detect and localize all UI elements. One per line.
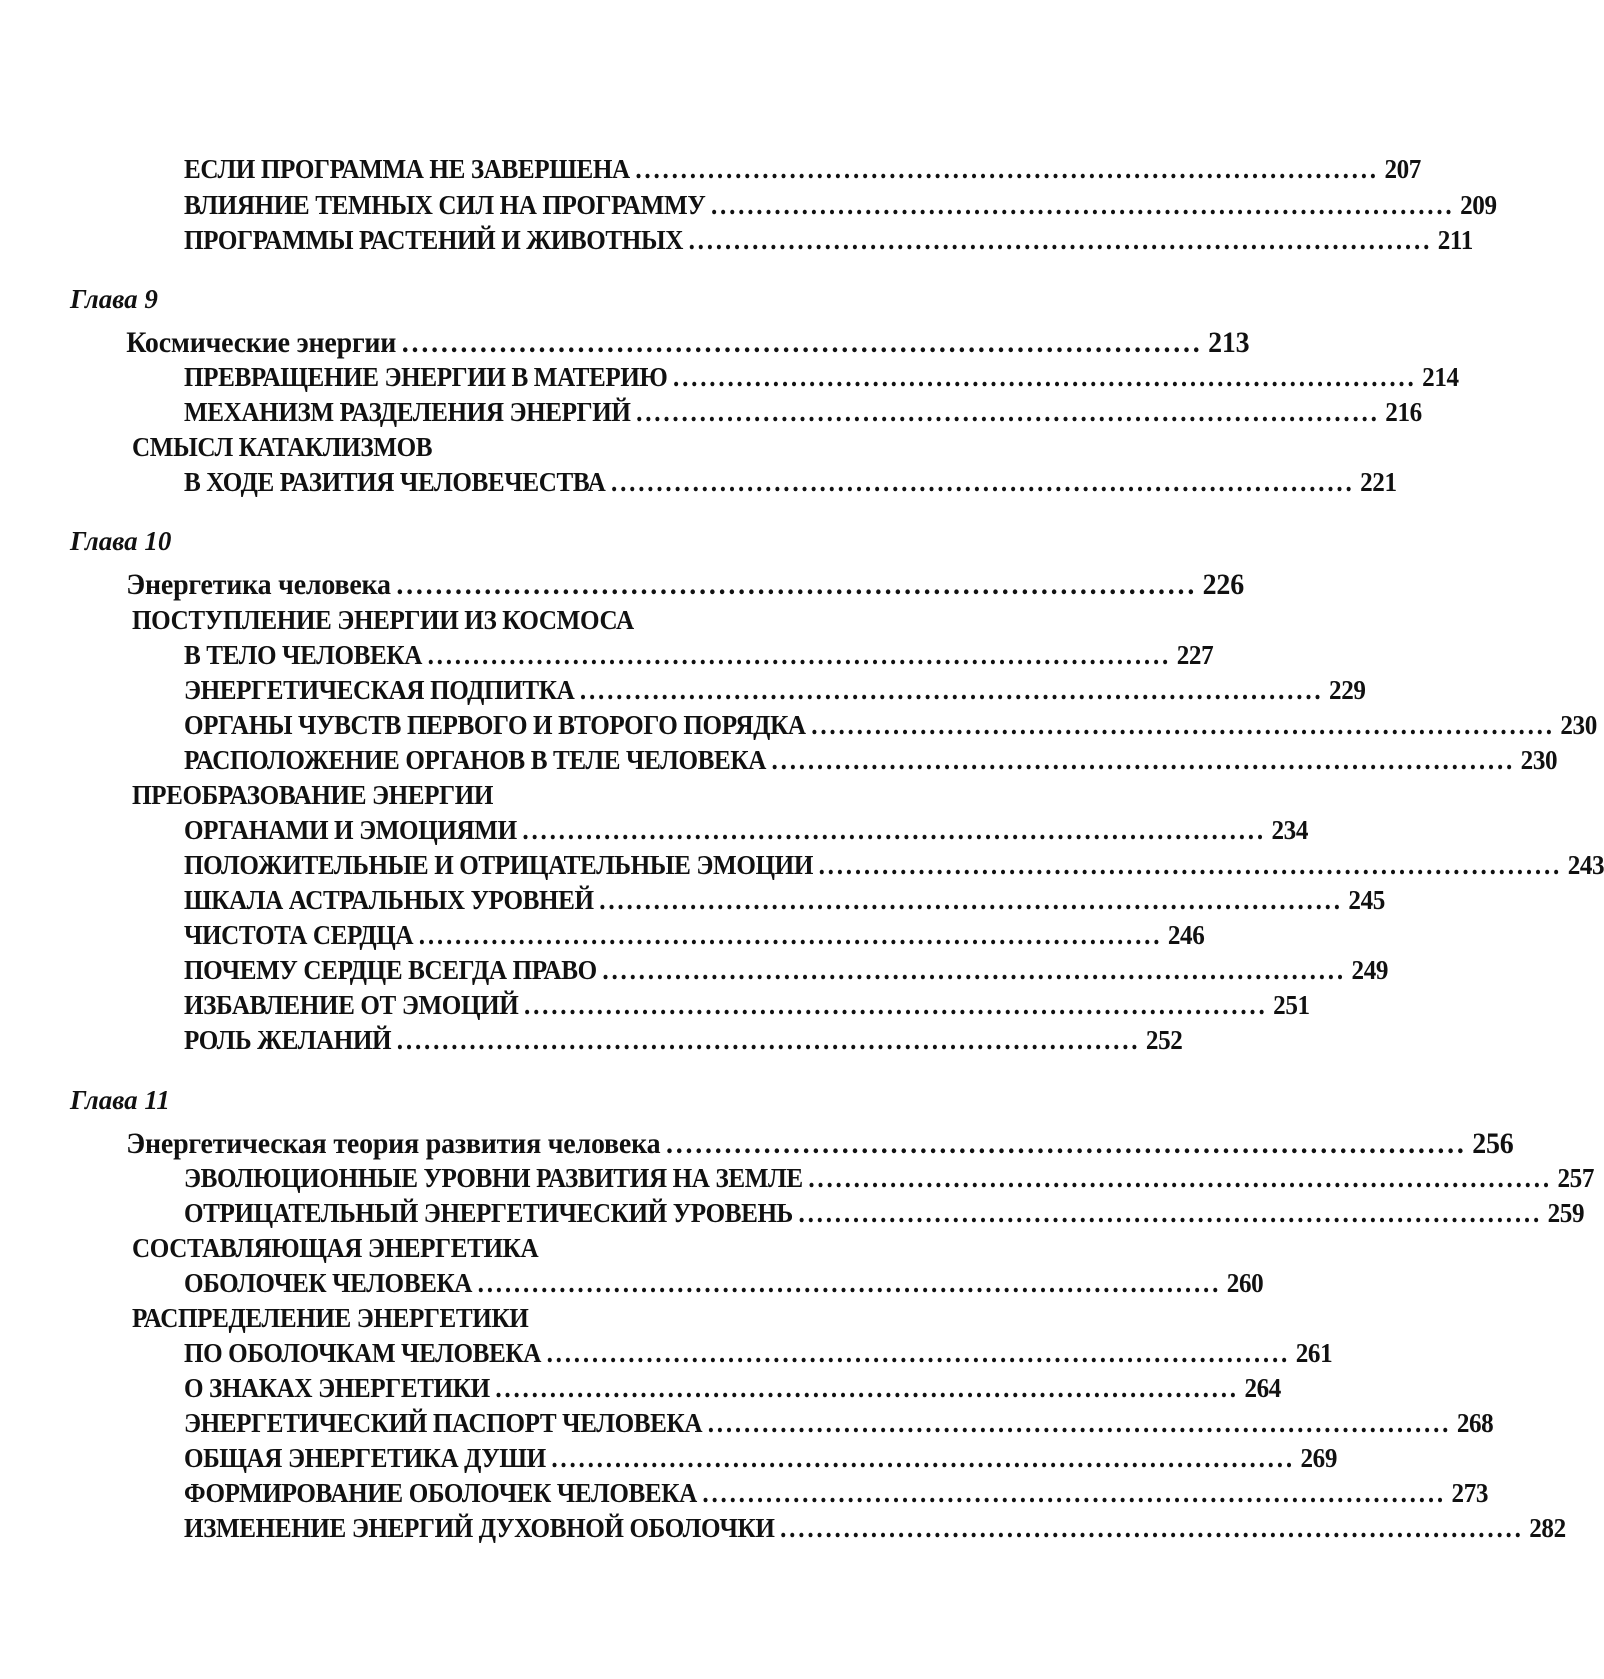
- toc-entry: [183, 850, 1604, 881]
- toc-entry-title: ВЛИЯНИЕ ТЕМНЫХ СИЛ НА ПРОГРАММУ: [183, 190, 706, 220]
- toc-entry-page: 221: [1360, 467, 1397, 497]
- dot-leader: ..................................................................................: [673, 362, 1417, 392]
- dot-leader: ..................................................................................: [636, 397, 1380, 427]
- toc-entry-title: ИЗБАВЛЕНИЕ ОТ ЭМОЦИЙ: [183, 990, 519, 1020]
- toc-entry-title: ОРГАНЫ ЧУВСТВ ПЕРВОГО И ВТОРОГО ПОРЯДКА: [183, 710, 806, 740]
- toc-entry: [183, 745, 1558, 776]
- toc-entry: [183, 225, 1473, 256]
- dot-leader: ..................................................................................: [707, 1408, 1452, 1438]
- toc-entry: [183, 710, 1597, 741]
- dot-leader: ..................................................................................: [771, 745, 1516, 775]
- dot-leader: ..................................................................................: [780, 1513, 1524, 1543]
- toc-entry-title: МЕХАНИЗМ РАЗДЕЛЕНИЯ ЭНЕРГИЙ: [183, 397, 631, 427]
- chapter-11-heading: [126, 1127, 1514, 1161]
- toc-entry-page: 261: [1295, 1338, 1333, 1368]
- toc-entry-title: РОЛЬ ЖЕЛАНИЙ: [183, 1025, 392, 1055]
- toc-entry-page: 211: [1437, 225, 1473, 255]
- toc-entry: [183, 1163, 1595, 1194]
- toc-entry-page: 230: [1560, 710, 1597, 740]
- toc-entry-page: 260: [1226, 1268, 1264, 1298]
- chapter-11-label: Глава 11: [70, 1085, 170, 1115]
- dot-leader: ..................................................................................: [418, 920, 1163, 950]
- toc-entry-title: ЭНЕРГЕТИЧЕСКИЙ ПАСПОРТ ЧЕЛОВЕКА: [183, 1408, 703, 1438]
- toc-entry-title: РАСПОЛОЖЕНИЕ ОРГАНОВ В ТЕЛЕ ЧЕЛОВЕКА: [183, 745, 766, 775]
- dot-leader: ..................................................................................: [427, 640, 1172, 670]
- toc-entry: [183, 1443, 1338, 1474]
- toc-entry-title: ОБОЛОЧЕК ЧЕЛОВЕКА: [183, 1268, 473, 1298]
- toc-entry-title: ОБЩАЯ ЭНЕРГЕТИКА ДУШИ: [183, 1443, 546, 1473]
- toc-entry-title: ПОЧЕМУ СЕРДЦЕ ВСЕГДА ПРАВО: [183, 955, 597, 985]
- dot-leader: ..................................................................................: [551, 1443, 1295, 1473]
- toc-entry-page: 245: [1348, 885, 1385, 915]
- toc-entry-title: ПОЛОЖИТЕЛЬНЫЕ И ОТРИЦАТЕЛЬНЫЕ ЭМОЦИИ: [183, 850, 813, 880]
- toc-entry-first-line: РАСПРЕДЕЛЕНИЕ ЭНЕРГЕТИКИ: [132, 1303, 529, 1333]
- toc-entry-page: 259: [1547, 1198, 1585, 1228]
- toc-entry-page: 207: [1384, 154, 1421, 184]
- chapter-heading-title: Энергетическая теория развития человека: [126, 1127, 661, 1160]
- toc-entry-title: ПРЕВРАЩЕНИЕ ЭНЕРГИИ В МАТЕРИЮ: [183, 362, 668, 392]
- toc-entry-title: ЭНЕРГЕТИЧЕСКАЯ ПОДПИТКА: [183, 675, 575, 705]
- toc-entry: [183, 467, 1397, 498]
- toc-entry: [183, 362, 1459, 393]
- toc-entry: [183, 1408, 1494, 1439]
- toc-entry-page: 268: [1456, 1408, 1494, 1438]
- dot-leader: ..................................................................................: [522, 815, 1266, 845]
- chapter-9-label: Глава 9: [70, 284, 158, 314]
- toc-entry-first-line: ПОСТУПЛЕНИЕ ЭНЕРГИИ ИЗ КОСМОСА: [132, 605, 634, 635]
- toc-entry: [183, 1373, 1282, 1404]
- chapter-heading-page: 256: [1472, 1127, 1514, 1160]
- toc-entry: [183, 190, 1497, 221]
- toc-entry: [183, 920, 1205, 951]
- toc-entry-title: ЕСЛИ ПРОГРАММА НЕ ЗАВЕРШЕНА: [183, 154, 630, 184]
- dot-leader: ..................................................................................: [688, 225, 1433, 255]
- toc-entry: [183, 1198, 1585, 1229]
- toc-entry-title: ПРОГРАММЫ РАСТЕНИЙ И ЖИВОТНЫХ: [183, 225, 684, 255]
- dot-leader: ..................................................................................: [702, 1478, 1446, 1508]
- toc-entry-page: 246: [1167, 920, 1205, 950]
- toc-entry: [183, 955, 1389, 986]
- dot-leader: ..................................................................................: [495, 1373, 1239, 1403]
- dot-leader: ..................................................................................: [665, 1127, 1467, 1160]
- dot-leader: ..................................................................................: [610, 467, 1355, 497]
- toc-entry-page: 249: [1351, 955, 1389, 985]
- toc-entry-title: ФОРМИРОВАНИЕ ОБОЛОЧЕК ЧЕЛОВЕКА: [183, 1478, 697, 1508]
- chapter-heading-page: 213: [1208, 326, 1250, 359]
- toc-entry-page: 209: [1460, 190, 1497, 220]
- toc-entry-page: 264: [1244, 1373, 1282, 1403]
- toc-entry-title: О ЗНАКАХ ЭНЕРГЕТИКИ: [183, 1373, 490, 1403]
- dot-leader: ..................................................................................: [401, 326, 1203, 359]
- toc-entry-page: 251: [1273, 990, 1310, 1020]
- chapter-9-heading: [126, 326, 1250, 360]
- toc-entry-first-line: ПРЕОБРАЗОВАНИЕ ЭНЕРГИИ: [132, 780, 494, 810]
- dot-leader: ..................................................................................: [546, 1338, 1291, 1368]
- toc-entry-first-line: СМЫСЛ КАТАКЛИЗМОВ: [132, 432, 433, 462]
- toc-entry: [183, 397, 1422, 428]
- toc-entry-title: ЧИСТОТА СЕРДЦА: [183, 920, 414, 950]
- toc-entry-page: 214: [1422, 362, 1459, 392]
- toc-entry: [183, 885, 1385, 916]
- toc-entry: [183, 1338, 1333, 1369]
- toc-entry-page: 230: [1520, 745, 1558, 775]
- chapter-heading-title: Энергетика человека: [126, 568, 391, 601]
- toc-entry-page: 282: [1529, 1513, 1566, 1543]
- dot-leader: ..................................................................................: [599, 885, 1343, 915]
- toc-entry: [183, 1025, 1183, 1056]
- toc-entry: [183, 1513, 1566, 1544]
- toc-entry-page: 269: [1300, 1443, 1338, 1473]
- toc-entry-page: 227: [1176, 640, 1214, 670]
- toc-entry: [183, 675, 1366, 706]
- toc-entry-page: 257: [1557, 1163, 1595, 1193]
- toc-entry: [183, 990, 1310, 1021]
- chapter-10-label: Глава 10: [70, 526, 172, 556]
- dot-leader: ..................................................................................: [396, 1025, 1141, 1055]
- dot-leader: ..................................................................................: [524, 990, 1268, 1020]
- chapter-10-heading: [126, 568, 1244, 602]
- toc-entry-page: 273: [1451, 1478, 1489, 1508]
- dot-leader: ..................................................................................: [477, 1268, 1222, 1298]
- toc-entry-page: 216: [1385, 397, 1422, 427]
- dot-leader: ..................................................................................: [602, 955, 1346, 985]
- toc-entry-title: ОТРИЦАТЕЛЬНЫЙ ЭНЕРГЕТИЧЕСКИЙ УРОВЕНЬ: [183, 1198, 793, 1228]
- toc-entry-title: ОРГАНАМИ И ЭМОЦИЯМИ: [183, 815, 517, 845]
- toc-entry-title: ПО ОБОЛОЧКАМ ЧЕЛОВЕКА: [183, 1338, 542, 1368]
- toc-entry-page: 234: [1271, 815, 1309, 845]
- toc-entry-first-line: СОСТАВЛЯЮЩАЯ ЭНЕРГЕТИКА: [132, 1233, 539, 1263]
- toc-entry: [183, 815, 1309, 846]
- dot-leader: ..................................................................................: [710, 190, 1455, 220]
- dot-leader: ..................................................................................: [811, 710, 1555, 740]
- dot-leader: ..................................................................................: [579, 675, 1324, 705]
- dot-leader: ..................................................................................: [808, 1163, 1552, 1193]
- dot-leader: ..................................................................................: [396, 568, 1198, 601]
- dot-leader: ..................................................................................: [798, 1198, 1543, 1228]
- toc-entry-title: ИЗМЕНЕНИЕ ЭНЕРГИЙ ДУХОВНОЙ ОБОЛОЧКИ: [183, 1513, 775, 1543]
- toc-entry-title: ШКАЛА АСТРАЛЬНЫХ УРОВНЕЙ: [183, 885, 594, 915]
- chapter-heading-title: Космические энергии: [126, 326, 397, 359]
- chapter-heading-page: 226: [1202, 568, 1244, 601]
- dot-leader: ..................................................................................: [635, 154, 1379, 184]
- toc-entry: [183, 1478, 1489, 1509]
- toc-entry-page: 229: [1329, 675, 1366, 705]
- toc-entry: [183, 154, 1421, 185]
- toc-entry-page: 243: [1567, 850, 1604, 880]
- toc-entry: [183, 1268, 1264, 1299]
- toc-entry-title: ЭВОЛЮЦИОННЫЕ УРОВНИ РАЗВИТИЯ НА ЗЕМЛЕ: [183, 1163, 803, 1193]
- toc-entry-page: 252: [1145, 1025, 1183, 1055]
- dot-leader: ..................................................................................: [818, 850, 1563, 880]
- toc-entry: [183, 640, 1214, 671]
- toc-entry-title: В ХОДЕ РАЗИТИЯ ЧЕЛОВЕЧЕСТВА: [183, 467, 606, 497]
- toc-entry-title: В ТЕЛО ЧЕЛОВЕКА: [183, 640, 423, 670]
